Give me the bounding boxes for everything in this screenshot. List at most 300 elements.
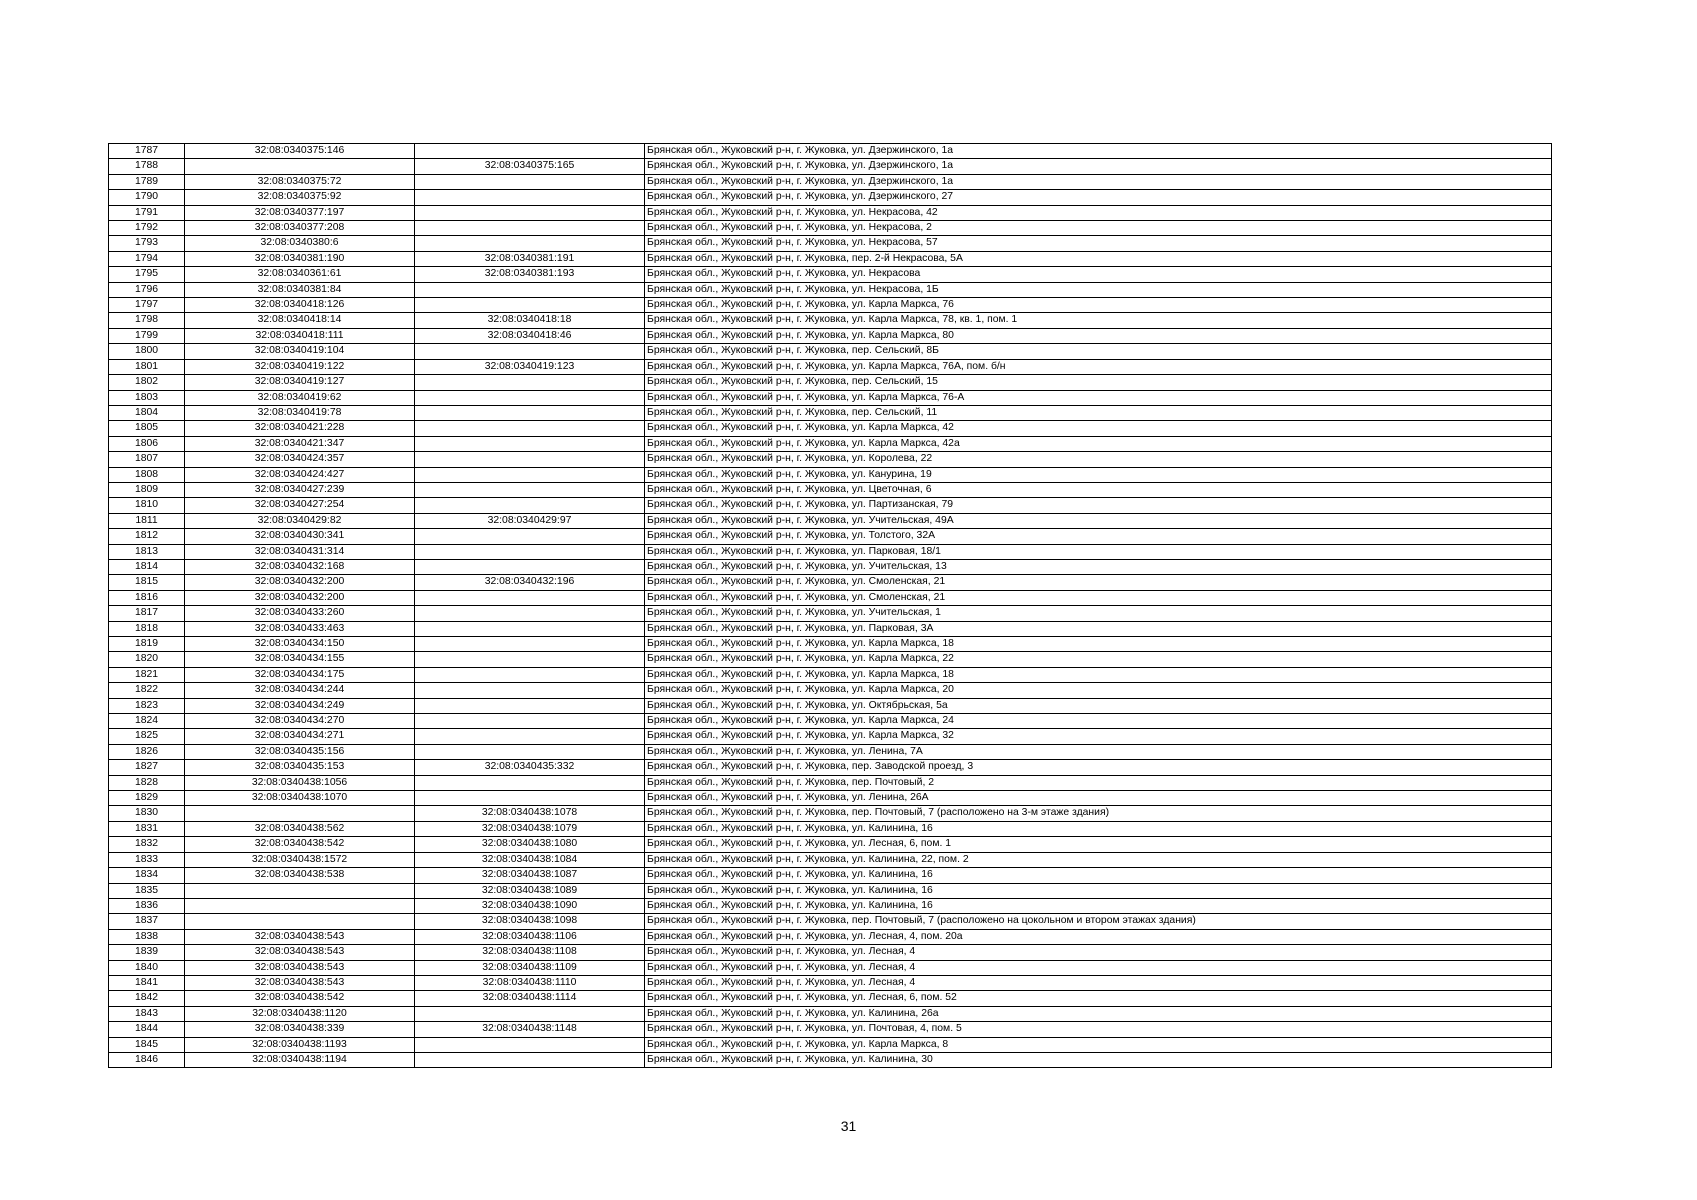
row-number-cell: 1791: [109, 205, 185, 220]
related-cadastral-number-cell: [415, 791, 645, 806]
table-row: [109, 929, 1552, 944]
address-cell: Брянская обл., Жуковский р-н, г. Жуковка, ул. Калинина, 26а: [645, 1006, 1552, 1021]
related-cadastral-number-cell: [415, 452, 645, 467]
cadastral-number-cell: [185, 883, 415, 898]
cadastral-number-cell: 32:08:0340427:254: [185, 498, 415, 513]
table-row: [109, 221, 1552, 236]
row-number-cell: 1818: [109, 621, 185, 636]
table-row: [109, 298, 1552, 313]
cadastral-number-cell: 32:08:0340419:104: [185, 344, 415, 359]
address-cell: Брянская обл., Жуковский р-н, г. Жуковка, ул. Калинина, 16: [645, 868, 1552, 883]
cadastral-number-cell: 32:08:0340434:155: [185, 652, 415, 667]
cadastral-number-cell: 32:08:0340380:6: [185, 236, 415, 251]
cadastral-number-cell: 32:08:0340438:538: [185, 868, 415, 883]
address-cell: Брянская обл., Жуковский р-н, г. Жуковка, пер. Почтовый, 2: [645, 775, 1552, 790]
cadastral-number-cell: 32:08:0340361:61: [185, 267, 415, 282]
address-cell: Брянская обл., Жуковский р-н, г. Жуковка, ул. Учительская, 49А: [645, 513, 1552, 528]
cadastral-number-cell: 32:08:0340418:14: [185, 313, 415, 328]
table-row: [109, 513, 1552, 528]
table-row: [109, 652, 1552, 667]
table-row: [109, 267, 1552, 282]
registry-table-body: [109, 144, 1552, 1068]
related-cadastral-number-cell: [415, 1037, 645, 1052]
table-row: [109, 760, 1552, 775]
cadastral-number-cell: 32:08:0340438:339: [185, 1022, 415, 1037]
related-cadastral-number-cell: [415, 606, 645, 621]
related-cadastral-number-cell: 32:08:0340419:123: [415, 359, 645, 374]
address-cell: Брянская обл., Жуковский р-н, г. Жуковка, ул. Толстого, 32А: [645, 529, 1552, 544]
related-cadastral-number-cell: 32:08:0340432:196: [415, 575, 645, 590]
address-cell: Брянская обл., Жуковский р-н, г. Жуковка, ул. Калинина, 16: [645, 883, 1552, 898]
related-cadastral-number-cell: [415, 298, 645, 313]
row-number-cell: 1808: [109, 467, 185, 482]
cadastral-number-cell: 32:08:0340434:270: [185, 714, 415, 729]
cadastral-number-cell: 32:08:0340419:78: [185, 405, 415, 420]
related-cadastral-number-cell: [415, 667, 645, 682]
table-row: [109, 821, 1552, 836]
related-cadastral-number-cell: [415, 482, 645, 497]
table-row: [109, 251, 1552, 266]
cadastral-number-cell: 32:08:0340438:542: [185, 837, 415, 852]
cadastral-number-cell: [185, 898, 415, 913]
table-row: [109, 421, 1552, 436]
related-cadastral-number-cell: [415, 729, 645, 744]
address-cell: Брянская обл., Жуковский р-н, г. Жуковка, ул. Карла Маркса, 22: [645, 652, 1552, 667]
row-number-cell: 1822: [109, 683, 185, 698]
related-cadastral-number-cell: [415, 621, 645, 636]
cadastral-number-cell: 32:08:0340435:156: [185, 744, 415, 759]
row-number-cell: 1802: [109, 375, 185, 390]
address-cell: Брянская обл., Жуковский р-н, г. Жуковка, ул. Ленина, 26А: [645, 791, 1552, 806]
address-cell: Брянская обл., Жуковский р-н, г. Жуковка, ул. Калинина, 30: [645, 1052, 1552, 1067]
table-row: [109, 436, 1552, 451]
row-number-cell: 1799: [109, 328, 185, 343]
cadastral-number-cell: 32:08:0340438:542: [185, 991, 415, 1006]
related-cadastral-number-cell: [415, 144, 645, 159]
address-cell: Брянская обл., Жуковский р-н, г. Жуковка, ул. Дзержинского, 27: [645, 190, 1552, 205]
related-cadastral-number-cell: 32:08:0340435:332: [415, 760, 645, 775]
table-row: [109, 313, 1552, 328]
row-number-cell: 1835: [109, 883, 185, 898]
address-cell: Брянская обл., Жуковский р-н, г. Жуковка, ул. Канурина, 19: [645, 467, 1552, 482]
related-cadastral-number-cell: [415, 236, 645, 251]
address-cell: Брянская обл., Жуковский р-н, г. Жуковка, пер. Сельский, 11: [645, 405, 1552, 420]
address-cell: Брянская обл., Жуковский р-н, г. Жуковка, ул. Калинина, 22, пом. 2: [645, 852, 1552, 867]
table-row: [109, 806, 1552, 821]
cadastral-number-cell: 32:08:0340434:244: [185, 683, 415, 698]
table-row: [109, 590, 1552, 605]
table-row: [109, 344, 1552, 359]
cadastral-number-cell: 32:08:0340375:72: [185, 174, 415, 189]
row-number-cell: 1814: [109, 559, 185, 574]
address-cell: Брянская обл., Жуковский р-н, г. Жуковка, ул. Королева, 22: [645, 452, 1552, 467]
address-cell: Брянская обл., Жуковский р-н, г. Жуковка, ул. Лесная, 4: [645, 960, 1552, 975]
row-number-cell: 1790: [109, 190, 185, 205]
table-row: [109, 498, 1552, 513]
table-row: [109, 791, 1552, 806]
table-row: [109, 205, 1552, 220]
cadastral-number-cell: 32:08:0340438:1193: [185, 1037, 415, 1052]
address-cell: Брянская обл., Жуковский р-н, г. Жуковка, ул. Парковая, 18/1: [645, 544, 1552, 559]
row-number-cell: 1833: [109, 852, 185, 867]
related-cadastral-number-cell: [415, 344, 645, 359]
address-cell: Брянская обл., Жуковский р-н, г. Жуковка, ул. Партизанская, 79: [645, 498, 1552, 513]
table-row: [109, 144, 1552, 159]
address-cell: Брянская обл., Жуковский р-н, г. Жуковка, ул. Карла Маркса, 24: [645, 714, 1552, 729]
cadastral-number-cell: 32:08:0340438:562: [185, 821, 415, 836]
address-cell: Брянская обл., Жуковский р-н, г. Жуковка, ул. Карла Маркса, 8: [645, 1037, 1552, 1052]
cadastral-number-cell: 32:08:0340377:208: [185, 221, 415, 236]
table-row: [109, 775, 1552, 790]
related-cadastral-number-cell: [415, 637, 645, 652]
address-cell: Брянская обл., Жуковский р-н, г. Жуковка, ул. Калинина, 16: [645, 821, 1552, 836]
related-cadastral-number-cell: 32:08:0340381:191: [415, 251, 645, 266]
cadastral-number-cell: [185, 914, 415, 929]
row-number-cell: 1788: [109, 159, 185, 174]
related-cadastral-number-cell: [415, 436, 645, 451]
related-cadastral-number-cell: [415, 529, 645, 544]
related-cadastral-number-cell: 32:08:0340429:97: [415, 513, 645, 528]
related-cadastral-number-cell: 32:08:0340438:1106: [415, 929, 645, 944]
row-number-cell: 1837: [109, 914, 185, 929]
table-row: [109, 683, 1552, 698]
cadastral-number-cell: 32:08:0340421:228: [185, 421, 415, 436]
address-cell: Брянская обл., Жуковский р-н, г. Жуковка, ул. Смоленская, 21: [645, 590, 1552, 605]
row-number-cell: 1793: [109, 236, 185, 251]
table-row: [109, 190, 1552, 205]
row-number-cell: 1820: [109, 652, 185, 667]
table-row: [109, 945, 1552, 960]
row-number-cell: 1812: [109, 529, 185, 544]
address-cell: Брянская обл., Жуковский р-н, г. Жуковка, ул. Некрасова, 42: [645, 205, 1552, 220]
cadastral-number-cell: 32:08:0340421:347: [185, 436, 415, 451]
row-number-cell: 1831: [109, 821, 185, 836]
cadastral-number-cell: 32:08:0340427:239: [185, 482, 415, 497]
row-number-cell: 1826: [109, 744, 185, 759]
related-cadastral-number-cell: 32:08:0340418:46: [415, 328, 645, 343]
table-row: [109, 174, 1552, 189]
row-number-cell: 1787: [109, 144, 185, 159]
related-cadastral-number-cell: [415, 544, 645, 559]
table-row: [109, 405, 1552, 420]
related-cadastral-number-cell: [415, 775, 645, 790]
table-row: [109, 667, 1552, 682]
cadastral-number-cell: 32:08:0340438:543: [185, 945, 415, 960]
address-cell: Брянская обл., Жуковский р-н, г. Жуковка, ул. Карла Маркса, 20: [645, 683, 1552, 698]
related-cadastral-number-cell: [415, 559, 645, 574]
related-cadastral-number-cell: 32:08:0340375:165: [415, 159, 645, 174]
address-cell: Брянская обл., Жуковский р-н, г. Жуковка, ул. Смоленская, 21: [645, 575, 1552, 590]
cadastral-number-cell: 32:08:0340381:190: [185, 251, 415, 266]
table-row: [109, 467, 1552, 482]
cadastral-number-cell: 32:08:0340433:463: [185, 621, 415, 636]
related-cadastral-number-cell: [415, 282, 645, 297]
address-cell: Брянская обл., Жуковский р-н, г. Жуковка, ул. Лесная, 6, пом. 52: [645, 991, 1552, 1006]
cadastral-number-cell: 32:08:0340434:271: [185, 729, 415, 744]
related-cadastral-number-cell: [415, 590, 645, 605]
table-row: [109, 744, 1552, 759]
row-number-cell: 1842: [109, 991, 185, 1006]
row-number-cell: 1845: [109, 1037, 185, 1052]
cadastral-number-cell: 32:08:0340438:1572: [185, 852, 415, 867]
address-cell: Брянская обл., Жуковский р-н, г. Жуковка, ул. Учительская, 1: [645, 606, 1552, 621]
address-cell: Брянская обл., Жуковский р-н, г. Жуковка, ул. Карла Маркса, 42а: [645, 436, 1552, 451]
related-cadastral-number-cell: 32:08:0340438:1087: [415, 868, 645, 883]
row-number-cell: 1823: [109, 698, 185, 713]
table-row: [109, 898, 1552, 913]
related-cadastral-number-cell: 32:08:0340438:1090: [415, 898, 645, 913]
table-row: [109, 390, 1552, 405]
related-cadastral-number-cell: [415, 714, 645, 729]
cadastral-number-cell: 32:08:0340419:62: [185, 390, 415, 405]
table-row: [109, 960, 1552, 975]
table-row: [109, 159, 1552, 174]
table-row: [109, 544, 1552, 559]
row-number-cell: 1841: [109, 975, 185, 990]
table-row: [109, 482, 1552, 497]
address-cell: Брянская обл., Жуковский р-н, г. Жуковка, ул. Карла Маркса, 76А, пом. б/н: [645, 359, 1552, 374]
related-cadastral-number-cell: 32:08:0340438:1109: [415, 960, 645, 975]
cadastral-number-cell: 32:08:0340432:200: [185, 590, 415, 605]
cadastral-number-cell: 32:08:0340435:153: [185, 760, 415, 775]
row-number-cell: 1825: [109, 729, 185, 744]
table-row: [109, 868, 1552, 883]
related-cadastral-number-cell: [415, 652, 645, 667]
related-cadastral-number-cell: 32:08:0340438:1079: [415, 821, 645, 836]
cadastral-number-cell: 32:08:0340434:175: [185, 667, 415, 682]
related-cadastral-number-cell: 32:08:0340438:1114: [415, 991, 645, 1006]
address-cell: Брянская обл., Жуковский р-н, г. Жуковка, ул. Ленина, 7А: [645, 744, 1552, 759]
row-number-cell: 1811: [109, 513, 185, 528]
address-cell: Брянская обл., Жуковский р-н, г. Жуковка, ул. Некрасова: [645, 267, 1552, 282]
related-cadastral-number-cell: 32:08:0340381:193: [415, 267, 645, 282]
cadastral-number-cell: 32:08:0340438:1194: [185, 1052, 415, 1067]
related-cadastral-number-cell: [415, 375, 645, 390]
table-row: [109, 606, 1552, 621]
cadastral-number-cell: 32:08:0340381:84: [185, 282, 415, 297]
row-number-cell: 1795: [109, 267, 185, 282]
row-number-cell: 1797: [109, 298, 185, 313]
row-number-cell: 1805: [109, 421, 185, 436]
table-row: [109, 621, 1552, 636]
related-cadastral-number-cell: 32:08:0340438:1148: [415, 1022, 645, 1037]
registry-table: [108, 143, 1552, 1068]
row-number-cell: 1840: [109, 960, 185, 975]
cadastral-number-cell: 32:08:0340433:260: [185, 606, 415, 621]
table-row: [109, 559, 1552, 574]
table-row: [109, 1022, 1552, 1037]
table-row: [109, 914, 1552, 929]
row-number-cell: 1816: [109, 590, 185, 605]
related-cadastral-number-cell: 32:08:0340438:1078: [415, 806, 645, 821]
row-number-cell: 1794: [109, 251, 185, 266]
address-cell: Брянская обл., Жуковский р-н, г. Жуковка, ул. Карла Маркса, 18: [645, 667, 1552, 682]
row-number-cell: 1813: [109, 544, 185, 559]
row-number-cell: 1846: [109, 1052, 185, 1067]
related-cadastral-number-cell: 32:08:0340438:1108: [415, 945, 645, 960]
table-row: [109, 729, 1552, 744]
row-number-cell: 1792: [109, 221, 185, 236]
address-cell: Брянская обл., Жуковский р-н, г. Жуковка, пер. Сельский, 8Б: [645, 344, 1552, 359]
related-cadastral-number-cell: [415, 421, 645, 436]
row-number-cell: 1830: [109, 806, 185, 821]
cadastral-number-cell: 32:08:0340438:1120: [185, 1006, 415, 1021]
row-number-cell: 1821: [109, 667, 185, 682]
cadastral-number-cell: 32:08:0340432:200: [185, 575, 415, 590]
table-row: [109, 575, 1552, 590]
cadastral-number-cell: [185, 159, 415, 174]
address-cell: Брянская обл., Жуковский р-н, г. Жуковка, ул. Некрасова, 1Б: [645, 282, 1552, 297]
row-number-cell: 1810: [109, 498, 185, 513]
row-number-cell: 1834: [109, 868, 185, 883]
cadastral-number-cell: 32:08:0340434:249: [185, 698, 415, 713]
address-cell: Брянская обл., Жуковский р-н, г. Жуковка, ул. Карла Маркса, 80: [645, 328, 1552, 343]
related-cadastral-number-cell: [415, 221, 645, 236]
row-number-cell: 1838: [109, 929, 185, 944]
address-cell: Брянская обл., Жуковский р-н, г. Жуковка, пер. Почтовый, 7 (расположено на цокольном и втором этажах здания): [645, 914, 1552, 929]
address-cell: Брянская обл., Жуковский р-н, г. Жуковка, ул. Цветочная, 6: [645, 482, 1552, 497]
table-row: [109, 236, 1552, 251]
table-row: [109, 1006, 1552, 1021]
table-row: [109, 1052, 1552, 1067]
row-number-cell: 1839: [109, 945, 185, 960]
address-cell: Брянская обл., Жуковский р-н, г. Жуковка, ул. Некрасова, 57: [645, 236, 1552, 251]
address-cell: Брянская обл., Жуковский р-н, г. Жуковка, ул. Карла Маркса, 42: [645, 421, 1552, 436]
related-cadastral-number-cell: 32:08:0340418:18: [415, 313, 645, 328]
row-number-cell: 1796: [109, 282, 185, 297]
related-cadastral-number-cell: [415, 498, 645, 513]
cadastral-number-cell: 32:08:0340424:357: [185, 452, 415, 467]
row-number-cell: 1803: [109, 390, 185, 405]
cadastral-number-cell: 32:08:0340375:92: [185, 190, 415, 205]
cadastral-number-cell: 32:08:0340438:1056: [185, 775, 415, 790]
cadastral-number-cell: 32:08:0340375:146: [185, 144, 415, 159]
address-cell: Брянская обл., Жуковский р-н, г. Жуковка, ул. Парковая, 3А: [645, 621, 1552, 636]
related-cadastral-number-cell: [415, 205, 645, 220]
row-number-cell: 1828: [109, 775, 185, 790]
related-cadastral-number-cell: 32:08:0340438:1084: [415, 852, 645, 867]
address-cell: Брянская обл., Жуковский р-н, г. Жуковка, ул. Карла Маркса, 76-А: [645, 390, 1552, 405]
table-row: [109, 1037, 1552, 1052]
address-cell: Брянская обл., Жуковский р-н, г. Жуковка, ул. Лесная, 6, пом. 1: [645, 837, 1552, 852]
row-number-cell: 1800: [109, 344, 185, 359]
row-number-cell: 1815: [109, 575, 185, 590]
address-cell: Брянская обл., Жуковский р-н, г. Жуковка, ул. Дзержинского, 1а: [645, 144, 1552, 159]
page-number: 31: [840, 1118, 857, 1134]
cadastral-number-cell: 32:08:0340438:1070: [185, 791, 415, 806]
cadastral-number-cell: 32:08:0340377:197: [185, 205, 415, 220]
cadastral-number-cell: 32:08:0340418:126: [185, 298, 415, 313]
row-number-cell: 1789: [109, 174, 185, 189]
row-number-cell: 1836: [109, 898, 185, 913]
cadastral-number-cell: 32:08:0340429:82: [185, 513, 415, 528]
related-cadastral-number-cell: [415, 174, 645, 189]
row-number-cell: 1807: [109, 452, 185, 467]
related-cadastral-number-cell: [415, 467, 645, 482]
cadastral-number-cell: 32:08:0340438:543: [185, 975, 415, 990]
related-cadastral-number-cell: 32:08:0340438:1089: [415, 883, 645, 898]
table-row: [109, 698, 1552, 713]
related-cadastral-number-cell: [415, 698, 645, 713]
table-row: [109, 282, 1552, 297]
row-number-cell: 1817: [109, 606, 185, 621]
cadastral-number-cell: 32:08:0340434:150: [185, 637, 415, 652]
related-cadastral-number-cell: [415, 1006, 645, 1021]
related-cadastral-number-cell: [415, 683, 645, 698]
address-cell: Брянская обл., Жуковский р-н, г. Жуковка, пер. 2-й Некрасова, 5А: [645, 251, 1552, 266]
cadastral-number-cell: 32:08:0340430:341: [185, 529, 415, 544]
cadastral-number-cell: 32:08:0340438:543: [185, 929, 415, 944]
table-row: [109, 529, 1552, 544]
address-cell: Брянская обл., Жуковский р-н, г. Жуковка, ул. Карла Маркса, 76: [645, 298, 1552, 313]
table-row: [109, 328, 1552, 343]
address-cell: Брянская обл., Жуковский р-н, г. Жуковка, ул. Некрасова, 2: [645, 221, 1552, 236]
address-cell: Брянская обл., Жуковский р-н, г. Жуковка, ул. Почтовая, 4, пом. 5: [645, 1022, 1552, 1037]
table-row: [109, 714, 1552, 729]
address-cell: Брянская обл., Жуковский р-н, г. Жуковка, ул. Карла Маркса, 18: [645, 637, 1552, 652]
table-row: [109, 991, 1552, 1006]
address-cell: Брянская обл., Жуковский р-н, г. Жуковка, ул. Карла Маркса, 78, кв. 1, пом. 1: [645, 313, 1552, 328]
address-cell: Брянская обл., Жуковский р-н, г. Жуковка, ул. Калинина, 16: [645, 898, 1552, 913]
row-number-cell: 1843: [109, 1006, 185, 1021]
row-number-cell: 1819: [109, 637, 185, 652]
related-cadastral-number-cell: 32:08:0340438:1098: [415, 914, 645, 929]
row-number-cell: 1832: [109, 837, 185, 852]
address-cell: Брянская обл., Жуковский р-н, г. Жуковка, ул. Дзержинского, 1а: [645, 159, 1552, 174]
cadastral-number-cell: 32:08:0340438:543: [185, 960, 415, 975]
row-number-cell: 1806: [109, 436, 185, 451]
table-row: [109, 883, 1552, 898]
related-cadastral-number-cell: 32:08:0340438:1110: [415, 975, 645, 990]
table-row: [109, 637, 1552, 652]
address-cell: Брянская обл., Жуковский р-н, г. Жуковка, ул. Учительская, 13: [645, 559, 1552, 574]
cadastral-number-cell: 32:08:0340431:314: [185, 544, 415, 559]
related-cadastral-number-cell: [415, 390, 645, 405]
cadastral-number-cell: 32:08:0340419:127: [185, 375, 415, 390]
related-cadastral-number-cell: [415, 405, 645, 420]
table-row: [109, 452, 1552, 467]
address-cell: Брянская обл., Жуковский р-н, г. Жуковка, ул. Лесная, 4: [645, 975, 1552, 990]
related-cadastral-number-cell: [415, 744, 645, 759]
related-cadastral-number-cell: 32:08:0340438:1080: [415, 837, 645, 852]
row-number-cell: 1801: [109, 359, 185, 374]
row-number-cell: 1844: [109, 1022, 185, 1037]
table-row: [109, 852, 1552, 867]
row-number-cell: 1827: [109, 760, 185, 775]
cadastral-number-cell: [185, 806, 415, 821]
table-row: [109, 359, 1552, 374]
row-number-cell: 1809: [109, 482, 185, 497]
row-number-cell: 1824: [109, 714, 185, 729]
cadastral-number-cell: 32:08:0340419:122: [185, 359, 415, 374]
address-cell: Брянская обл., Жуковский р-н, г. Жуковка, пер. Заводской проезд, 3: [645, 760, 1552, 775]
address-cell: Брянская обл., Жуковский р-н, г. Жуковка, ул. Октябрьская, 5а: [645, 698, 1552, 713]
cadastral-number-cell: 32:08:0340418:111: [185, 328, 415, 343]
table-row: [109, 975, 1552, 990]
address-cell: Брянская обл., Жуковский р-н, г. Жуковка, пер. Сельский, 15: [645, 375, 1552, 390]
related-cadastral-number-cell: [415, 1052, 645, 1067]
address-cell: Брянская обл., Жуковский р-н, г. Жуковка, ул. Лесная, 4, пом. 20а: [645, 929, 1552, 944]
row-number-cell: 1829: [109, 791, 185, 806]
table-row: [109, 375, 1552, 390]
address-cell: Брянская обл., Жуковский р-н, г. Жуковка, ул. Дзержинского, 1а: [645, 174, 1552, 189]
cadastral-number-cell: 32:08:0340424:427: [185, 467, 415, 482]
address-cell: Брянская обл., Жуковский р-н, г. Жуковка, ул. Лесная, 4: [645, 945, 1552, 960]
row-number-cell: 1798: [109, 313, 185, 328]
cadastral-number-cell: 32:08:0340432:168: [185, 559, 415, 574]
row-number-cell: 1804: [109, 405, 185, 420]
table-row: [109, 837, 1552, 852]
